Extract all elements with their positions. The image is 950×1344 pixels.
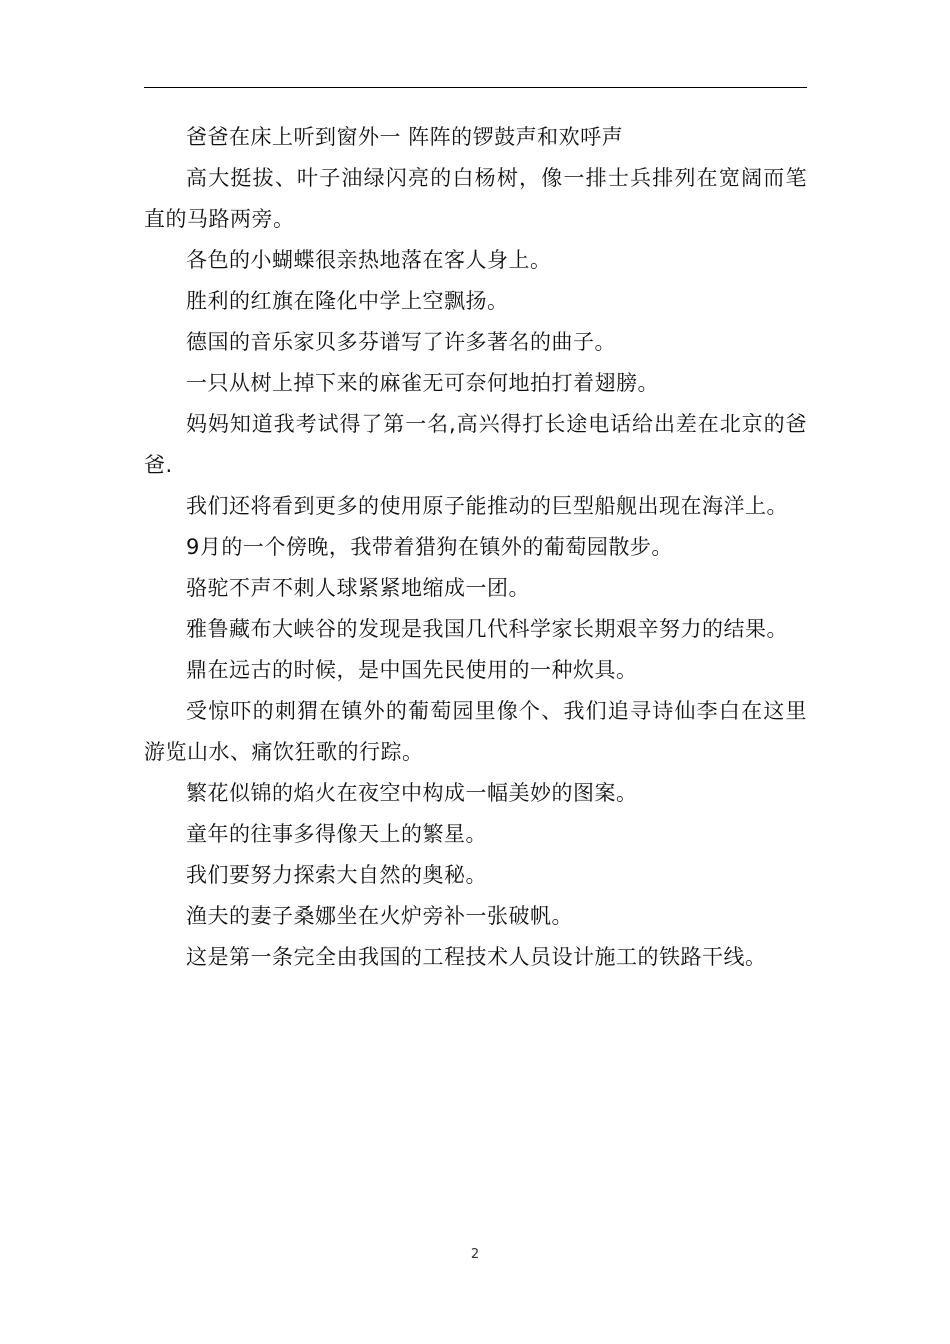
paragraph: 德国的音乐家贝多芬谱写了许多著名的曲子。 xyxy=(186,330,616,354)
paragraph: 各色的小蝴蝶很亲热地落在客人身上。 xyxy=(186,248,552,272)
paragraph: 雅鲁藏布大峡谷的发现是我国几代科学家长期艰辛努力的结果。 xyxy=(186,617,788,641)
paragraph: 鼎在远古的时候，是中国先民使用的一种炊具。 xyxy=(186,658,638,682)
paragraph: 骆驼不声不刺人球紧紧地缩成一团。 xyxy=(186,576,530,600)
page-number: 2 xyxy=(470,1247,480,1262)
paragraph: 一只从树上掉下来的麻雀无可奈何地拍打着翅膀。 xyxy=(186,371,659,395)
paragraph: 爸爸在床上听到窗外一 阵阵的锣鼓声和欢呼声 xyxy=(186,125,624,149)
paragraph: 9月的一个傍晚，我带着猎狗在镇外的葡萄园散步。 xyxy=(186,535,673,559)
paragraph: 渔夫的妻子桑娜坐在火炉旁补一张破帆。 xyxy=(186,904,573,928)
body-text xyxy=(144,117,807,978)
paragraph: 我们要努力探索大自然的奥秘。 xyxy=(186,863,487,887)
paragraph: 繁花似锦的焰火在夜空中构成一幅美妙的图案。 xyxy=(186,781,638,805)
paragraph: 高大挺拔、叶子油绿闪亮的白杨树，像一排士兵排列在宽阔而笔直的马路两旁。 xyxy=(144,166,807,231)
header-rule xyxy=(144,87,807,88)
paragraph: 胜利的红旗在隆化中学上空飘扬。 xyxy=(186,289,509,313)
paragraph: 妈妈知道我考试得了第一名,高兴得打长途电话给出差在北京的爸爸. xyxy=(144,412,807,477)
paragraph: 这是第一条完全由我国的工程技术人员设计施工的铁路干线。 xyxy=(186,945,767,969)
paragraph: 受惊吓的刺猬在镇外的葡萄园里像个、我们追寻诗仙李白在这里游览山水、痛饮狂歌的行踪。 xyxy=(144,699,807,764)
paragraph: 我们还将看到更多的使用原子能推动的巨型船舰出现在海洋上。 xyxy=(186,494,788,518)
paragraph: 童年的往事多得像天上的繁星。 xyxy=(186,822,487,846)
